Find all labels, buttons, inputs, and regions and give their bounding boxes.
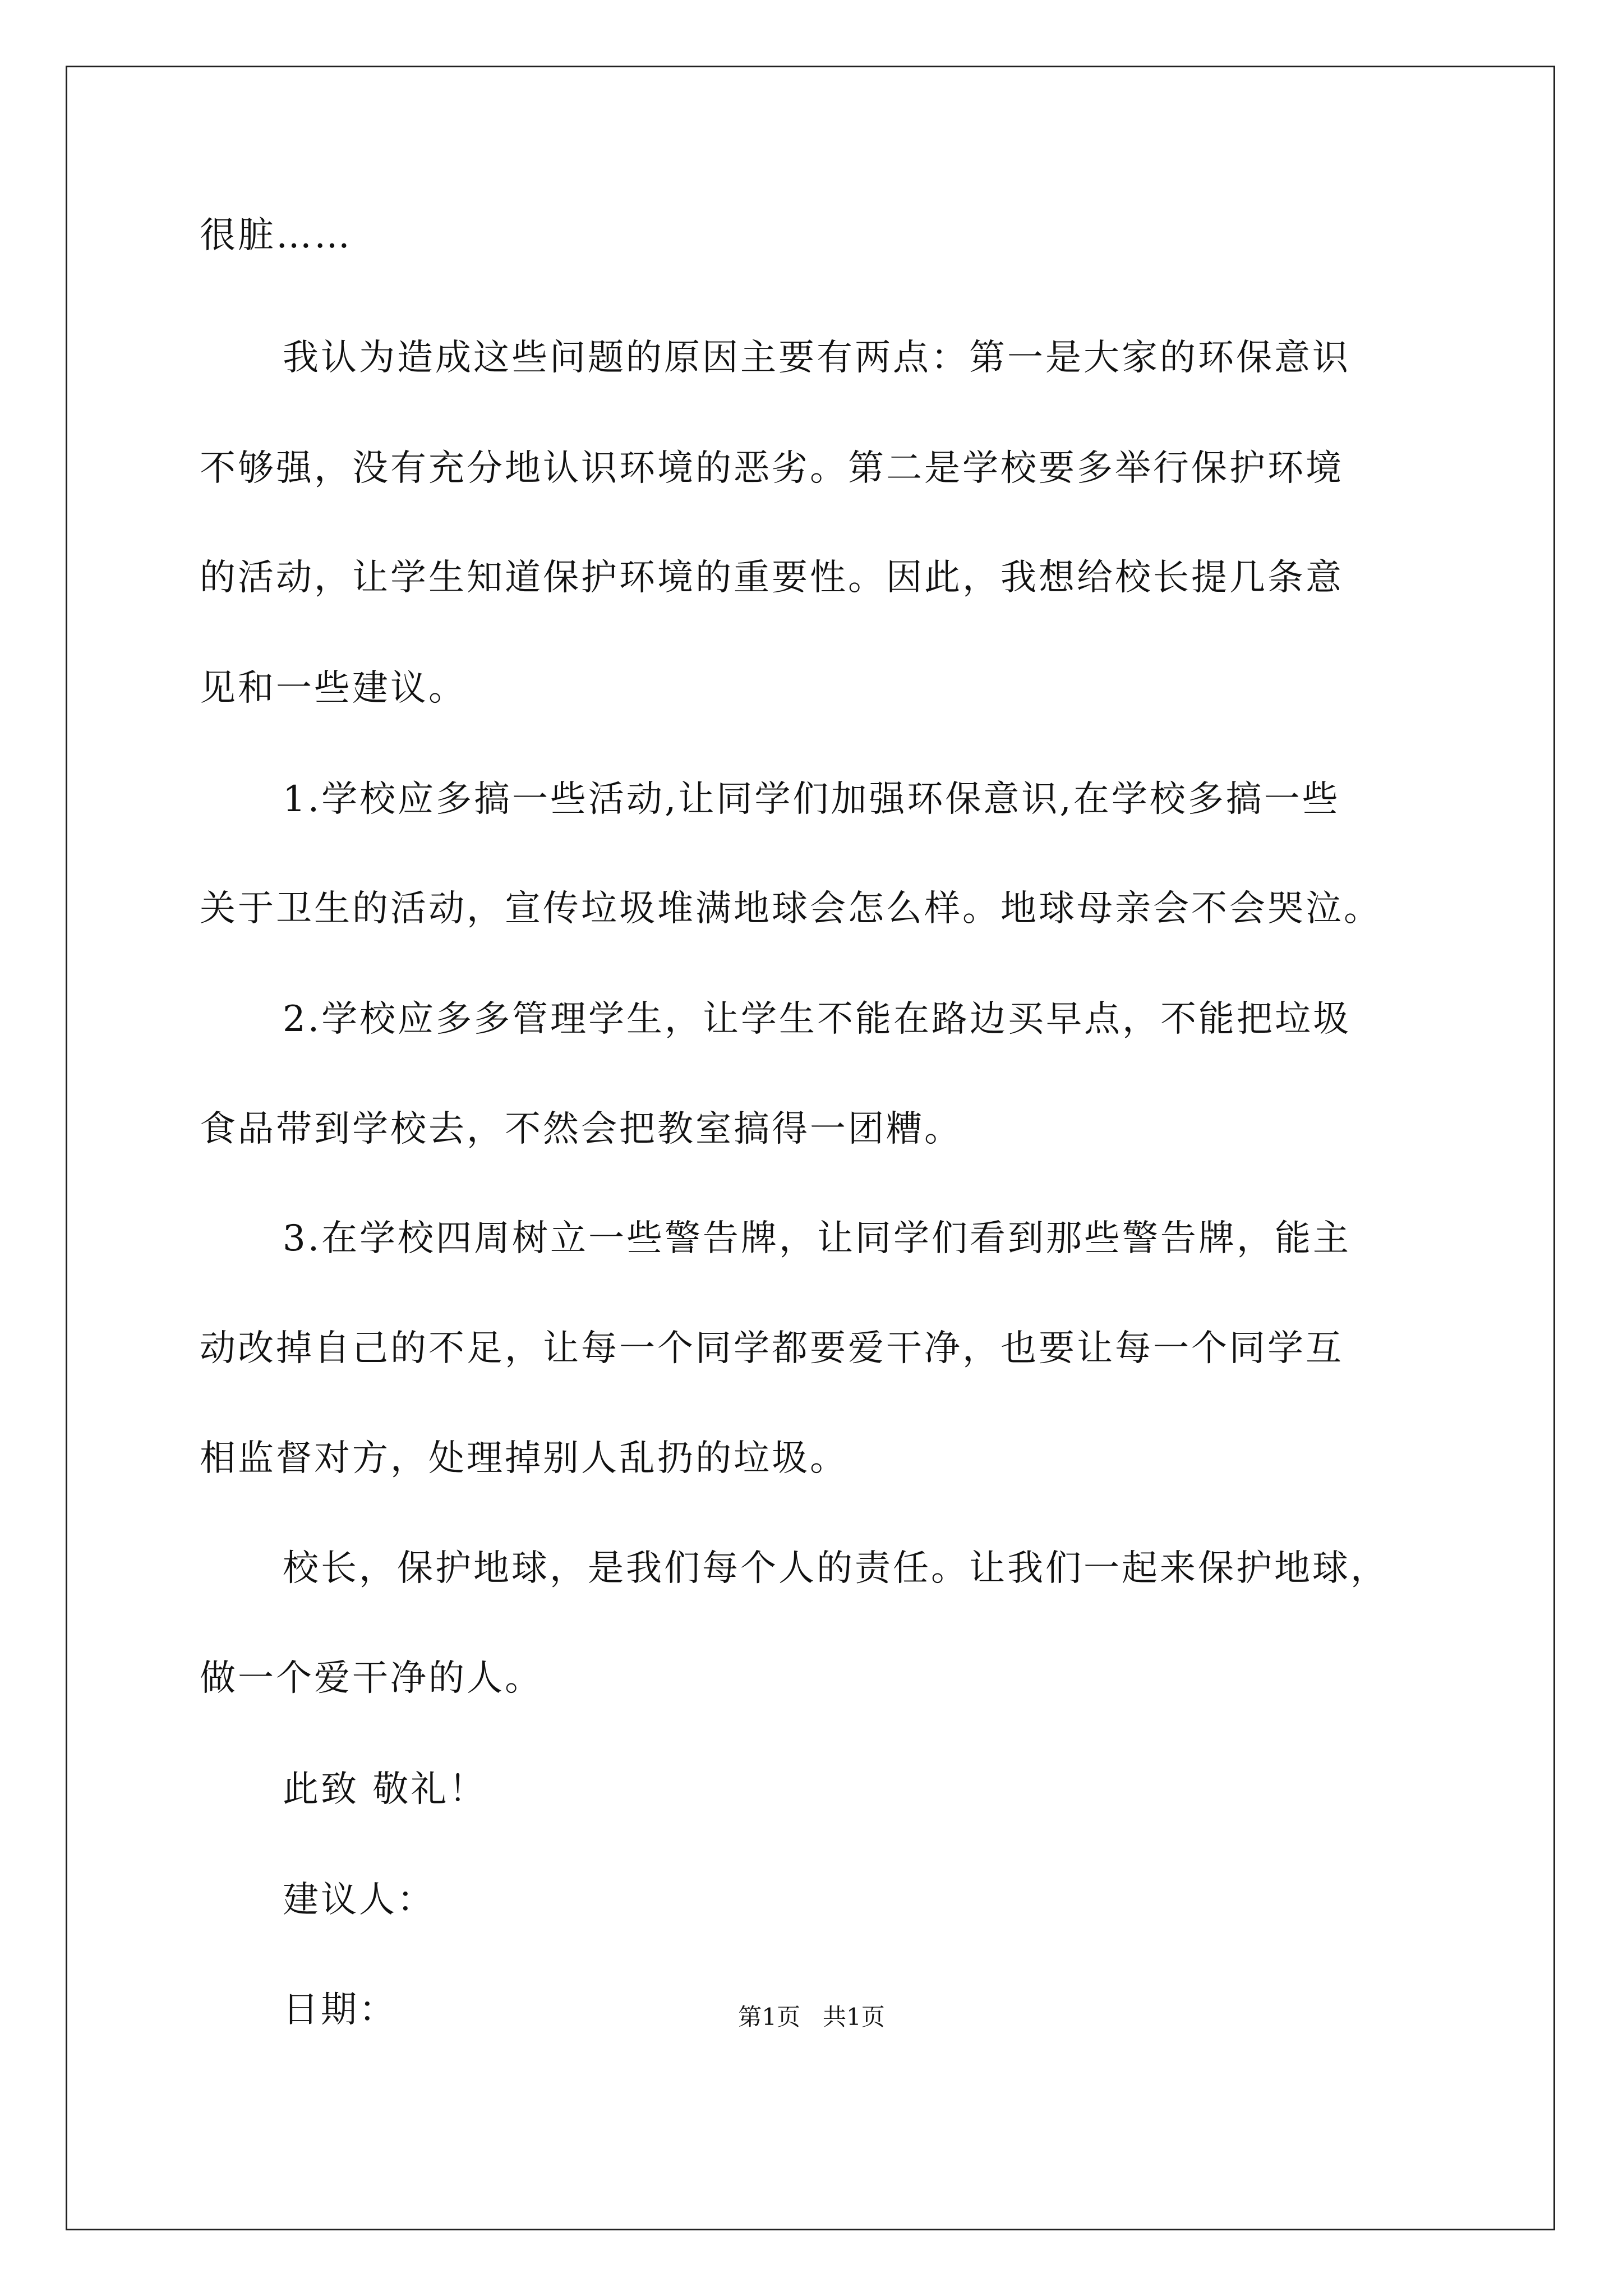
text-line: 相监督对方，处理掉别人乱扔的垃圾。 <box>200 1438 848 1479</box>
text-line: 见和一些建议。 <box>200 668 467 709</box>
text-line: 我认为造成这些问题的原因主要有两点：第一是大家的环保意识 <box>283 337 1350 379</box>
text-line: 建议人： <box>283 1879 435 1921</box>
page-footer: 第1页 共1页 <box>738 2003 885 2031</box>
text-line: 3.在学校四周树立一些警告牌，让同学们看到那些警告牌，能主 <box>283 1218 1352 1259</box>
text-line: 不够强，没有充分地认识环境的恶劣。第二是学校要多举行保护环境 <box>200 448 1344 489</box>
text-line: 的活动，让学生知道保护环境的重要性。因此，我想给校长提几条意 <box>200 557 1344 599</box>
text-line: 校长，保护地球，是我们每个人的责任。让我们一起来保护地球， <box>283 1548 1389 1589</box>
text-line: 很脏…… <box>200 215 352 256</box>
text-line: 食品带到学校去，不然会把教室搞得一团糟。 <box>200 1108 962 1150</box>
text-line: 日期： <box>283 1989 397 2031</box>
text-line: 关于卫生的活动，宣传垃圾堆满地球会怎么样。地球母亲会不会哭泣。 <box>200 888 1382 930</box>
text-line: 此致 敬礼！ <box>283 1769 487 1810</box>
text-line: 动改掉自己的不足，让每一个同学都要爱干净，也要让每一个同学互 <box>200 1328 1344 1369</box>
text-line: 做一个爱干净的人。 <box>200 1658 543 1699</box>
text-line: 2.学校应多多管理学生，让学生不能在路边买早点，不能把垃圾 <box>283 999 1352 1040</box>
text-line: 1.学校应多搞一些活动,让同学们加强环保意识,在学校多搞一些 <box>283 779 1340 820</box>
